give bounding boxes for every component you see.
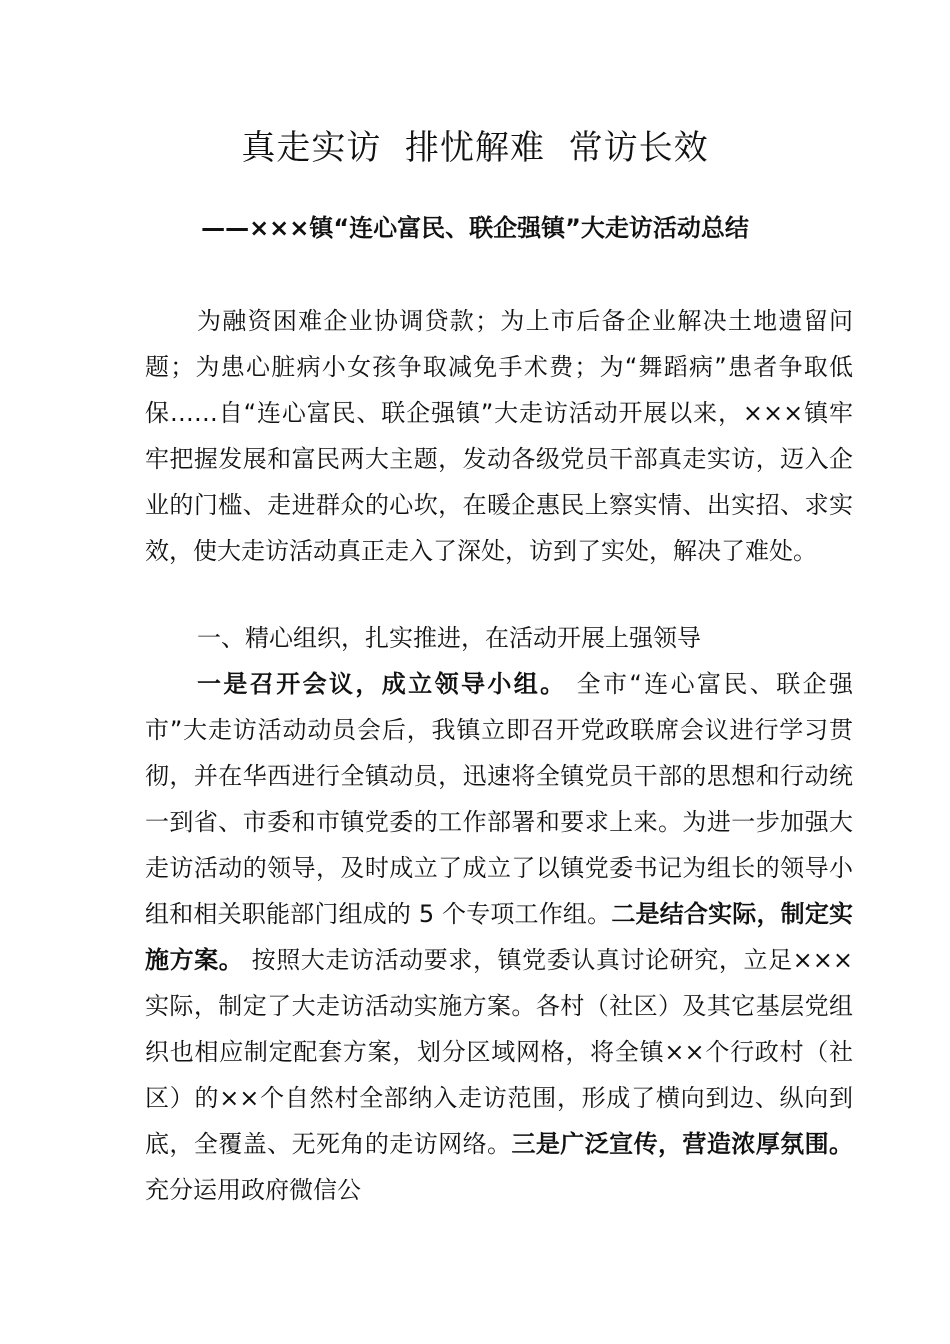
intro-paragraph: 为融资困难企业协调贷款；为上市后备企业解决土地遗留问题；为患心脏病小女孩争取减免手术费；为“舞蹈病”患者争取低保……自“连心富民、联企强镇”大走访活动开展以来，×××镇牢牢把握发展和富民两大主题，发动各级党员干部真走实访，迈入企业的门槛、走进群众的心坎，在暖企惠民上察实情、出实招、求实效，使大走访活动真正走入了深处，访到了实处，解决了难处。 bbox=[145, 307, 853, 565]
document-title: 真走实访 排忧解难 常访长效 bbox=[241, 128, 709, 168]
document-subtitle: ——×××镇“连心富民、联企强镇”大走访活动总结 bbox=[201, 214, 749, 242]
point-3-text: 充分运用政府微信公 bbox=[145, 1176, 361, 1204]
point-2-text: 按照大走访活动要求，镇党委认真讨论研究，立足×××实际，制定了大走访活动实施方案。各村（社区）及其它基层党组织也相应制定配套方案，划分区域网格，将全镇××个行政村（社区）的××个自然村全部纳入走访范围，形成了横向到边、纵向到底，全覆盖、无死角的走访网络。 bbox=[145, 946, 853, 1158]
point-3-heading: 三是广泛宣传，营造浓厚氛围。 bbox=[511, 1130, 854, 1158]
section-1 bbox=[145, 615, 853, 1213]
point-2-heading: 二是结合实际，制定实施方案。 bbox=[145, 900, 854, 974]
point-1-heading: 一是召开会议，成立领导小组。 bbox=[197, 670, 567, 698]
point-1-text: 全市“连心富民、联企强市”大走访活动动员会后，我镇立即召开党政联席会议进行学习贯彻，并在华西进行全镇动员，迅速将全镇党员干部的思想和行动统一到省、市委和市镇党委的工作部署和要求上来。为进一步加强大走访活动的领导，及时成立了成立了以镇党委书记为组长的领导小组和相关职能部门组成的 5 个专项工作组。 bbox=[145, 670, 854, 928]
section-heading: 一、精心组织，扎实推进，在活动开展上强领导 bbox=[197, 624, 701, 652]
section-1-paragraph bbox=[145, 661, 853, 1213]
